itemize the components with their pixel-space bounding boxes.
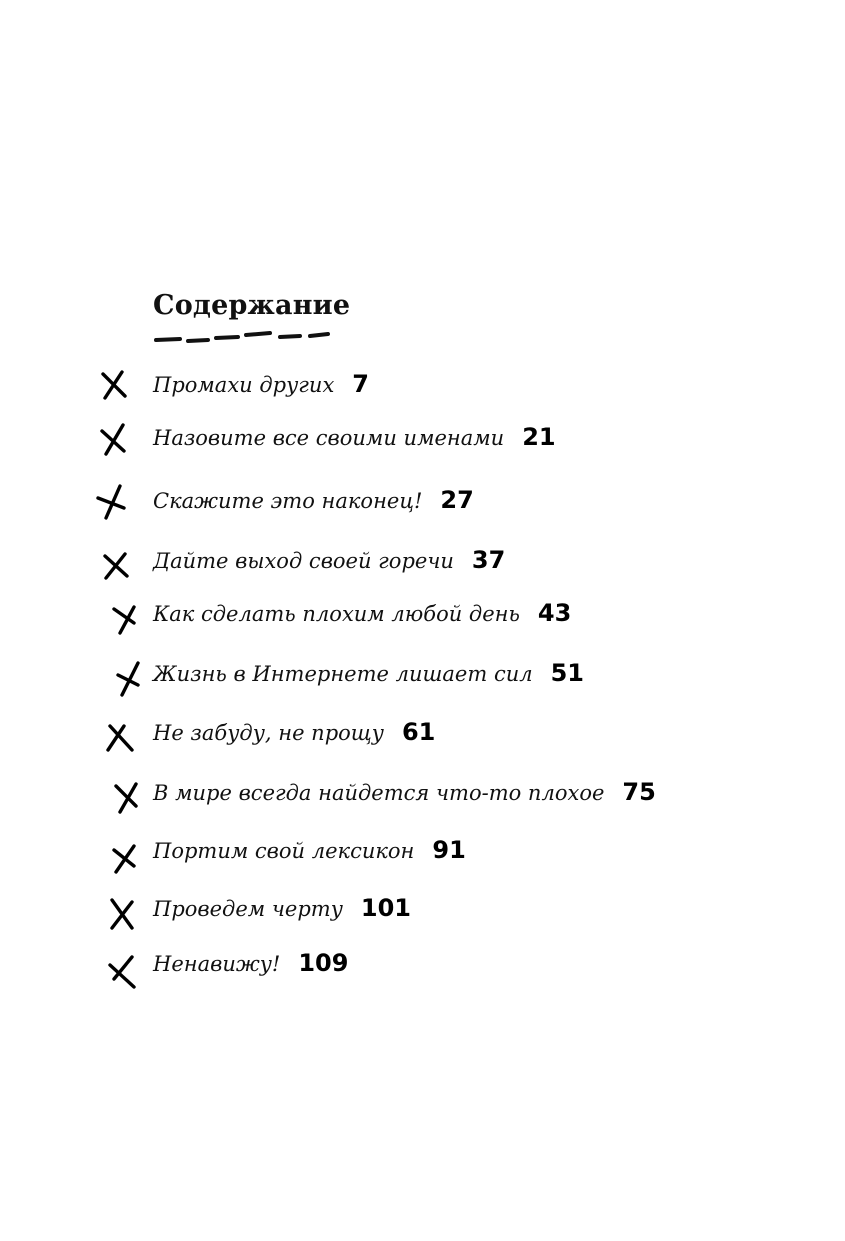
cross-mark-icon — [108, 599, 144, 639]
toc-entry-title: Промахи других — [153, 373, 335, 397]
toc-entry-title: Скажите это наконец! — [153, 489, 423, 513]
cross-mark-icon — [94, 482, 130, 522]
cross-mark-icon — [102, 716, 138, 756]
toc-entry-title: Жизнь в Интернете лишает сил — [153, 662, 533, 686]
toc-entry-text — [153, 718, 435, 746]
cross-mark-icon — [106, 838, 142, 878]
toc-entry-text — [153, 370, 369, 398]
cross-mark-icon — [104, 894, 140, 934]
cross-mark-icon — [100, 546, 136, 586]
toc-entry-page-number: 51 — [550, 659, 585, 687]
toc-entry[interactable] — [0, 943, 845, 983]
toc-entry-page-number: 91 — [432, 836, 466, 864]
toc-entry-page-number: 101 — [360, 894, 412, 922]
toc-entry-page-number: 27 — [440, 486, 474, 514]
toc-entry-page-number: 7 — [352, 370, 369, 398]
toc-entry[interactable] — [0, 772, 845, 812]
toc-entry-title: Назовите все своими именами — [153, 426, 505, 450]
toc-entry-text — [153, 894, 411, 922]
cross-mark-icon — [104, 951, 140, 991]
toc-entry-title: Как сделать плохим любой день — [153, 602, 520, 626]
toc-entry-text — [153, 659, 584, 687]
toc-entry[interactable] — [0, 540, 845, 580]
toc-entry-title: Ненавижу! — [153, 952, 281, 976]
toc-entry-text — [153, 778, 656, 806]
toc-entry[interactable] — [0, 480, 845, 520]
cross-mark-icon — [98, 366, 134, 406]
toc-entry-text — [153, 599, 571, 627]
toc-entry-page-number: 109 — [298, 949, 349, 977]
toc-entry-page-number: 43 — [537, 599, 572, 627]
toc-entry-title: Проведем черту — [153, 897, 343, 921]
toc-entry[interactable] — [0, 653, 845, 693]
toc-entry-title: Дайте выход своей горечи — [153, 549, 454, 573]
toc-entry-text — [153, 423, 556, 451]
toc-entry-title: В мире всегда найдется что-то плохое — [153, 781, 605, 805]
page-title: Содержание — [153, 290, 351, 321]
toc-entry-page-number: 21 — [522, 423, 556, 451]
toc-entry-text — [153, 486, 474, 514]
toc-entry-page-number: 37 — [471, 546, 506, 574]
toc-entry[interactable] — [0, 593, 845, 633]
toc-entry-title: Не забуду, не прощу — [153, 721, 384, 745]
toc-entry-text — [153, 836, 466, 864]
title-dash-underline — [150, 328, 335, 348]
cross-mark-icon — [108, 778, 144, 818]
cross-mark-icon — [110, 659, 146, 699]
toc-entry[interactable] — [0, 417, 845, 457]
toc-entry[interactable] — [0, 712, 845, 752]
toc-entry-page-number: 61 — [401, 718, 436, 746]
toc-entry[interactable] — [0, 888, 845, 928]
toc-entry-text — [153, 546, 505, 574]
toc-entry-title: Портим свой лексикон — [153, 839, 415, 863]
cross-mark-icon — [98, 421, 134, 461]
toc-entry[interactable] — [0, 830, 845, 870]
toc-entry[interactable] — [0, 364, 845, 404]
toc-entry-text — [153, 949, 348, 977]
toc-entry-page-number: 75 — [622, 778, 656, 806]
